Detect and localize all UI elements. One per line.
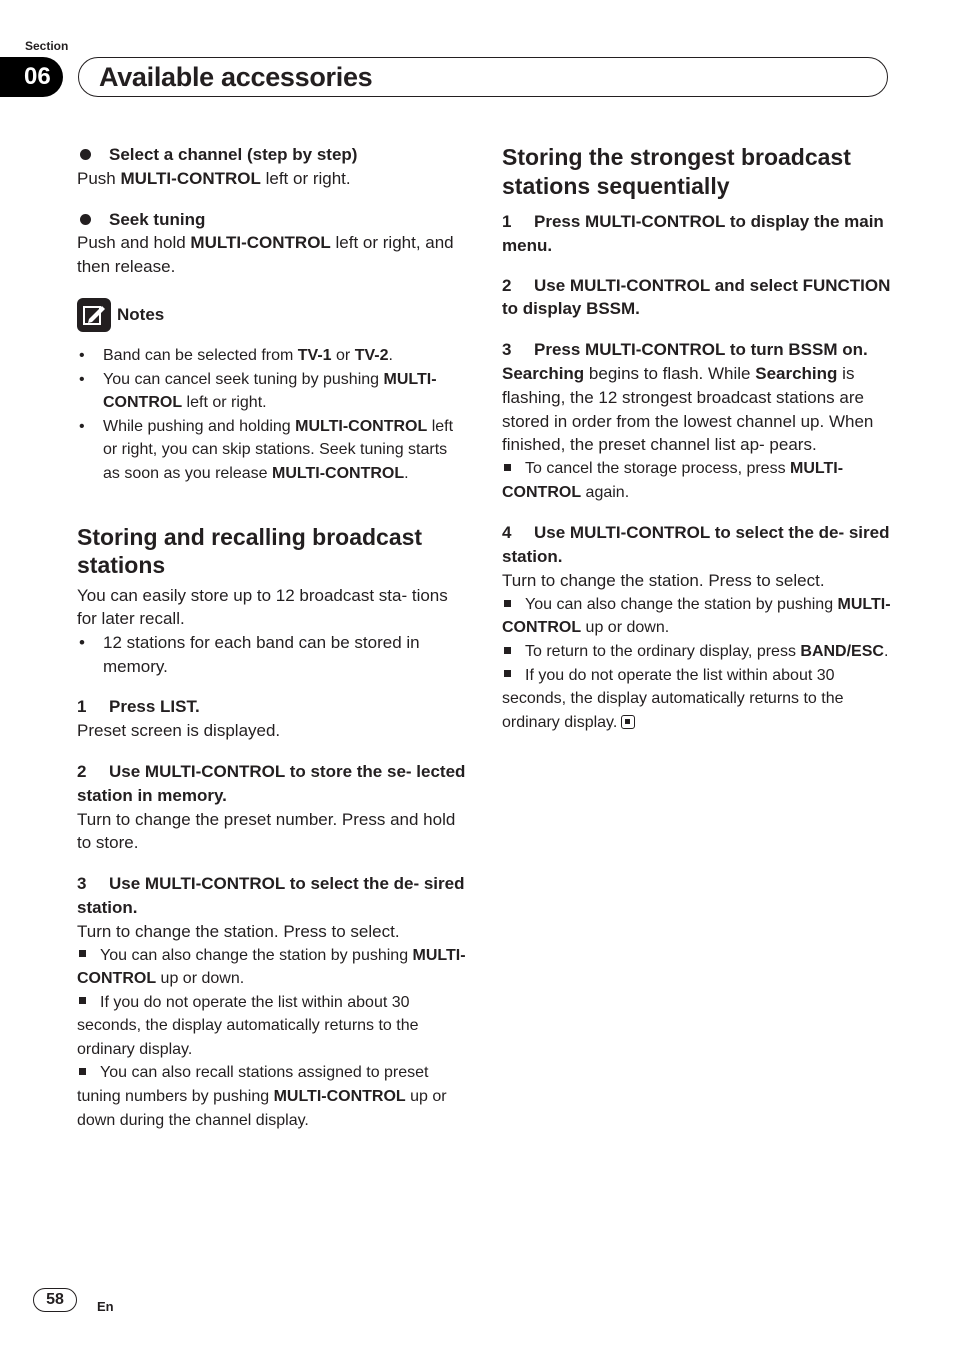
step-4-desc: Turn to change the station. Press to select. — [502, 570, 825, 590]
step-1: 1 Press LIST. — [77, 697, 200, 717]
select-channel-heading: Select a channel (step by step) — [77, 143, 467, 167]
seek-tuning-heading: Seek tuning — [77, 208, 467, 232]
step-2: 2 Use MULTI-CONTROL to store the se- lected station in memory. — [77, 761, 466, 805]
square-note: To return to the ordinary display, press BAND/ESC. — [502, 640, 892, 664]
select-channel-text: Push MULTI-CONTROL left or right. — [77, 168, 351, 188]
seek-tuning-text: Push and hold MULTI-CONTROL left or right, and then release. — [77, 233, 454, 277]
notes-label: Notes — [117, 305, 165, 325]
intro-bullet: • 12 stations for each band can be stored in memory. — [77, 631, 467, 678]
strongest-stations-heading: Storing the strongest broadcast stations sequentially — [502, 144, 851, 199]
right-column — [502, 143, 892, 734]
step-1-desc: Preset screen is displayed. — [77, 721, 281, 741]
end-of-section-icon — [621, 715, 635, 729]
step-2-desc: Turn to change the preset number. Press and hold to store. — [77, 809, 456, 853]
square-note: If you do not operate the list within about 30 seconds, the display automatically returns to the ordinary display. — [502, 666, 844, 731]
step-3: 3 Press MULTI-CONTROL to turn BSSM on. — [502, 340, 868, 360]
square-note: You can also change the station by pushing MULTI-CONTROL up or down. — [502, 595, 891, 637]
storing-intro: You can easily store up to 12 broadcast sta- tions for later recall. — [77, 585, 448, 629]
square-note: You can also change the station by pushing MULTI-CONTROL up or down. — [77, 946, 466, 988]
step-3-desc: Turn to change the station. Press to select. — [77, 921, 400, 941]
notes-header — [77, 298, 467, 332]
language-label: En — [97, 1299, 114, 1314]
section-label: Section — [25, 39, 69, 53]
square-note: To cancel the storage process, press MULTI-CONTROL again. — [502, 460, 844, 501]
page-number: 58 — [33, 1288, 77, 1312]
page-title: Available accessories — [78, 57, 888, 97]
square-note: You can also recall stations assigned to preset tuning numbers by pushing MULTI-CONTROL up or down during the channel display. — [77, 1064, 447, 1129]
note-pencil-icon — [77, 298, 111, 332]
step-4: 4 Use MULTI-CONTROL to select the de- sired station. — [502, 523, 890, 567]
note-item: • While pushing and holding MULTI-CONTROL left or right, you can skip stations. Seek tuning starts as soon as you release MULTI-CONTROL. — [77, 415, 467, 486]
section-number-badge: 06 — [0, 57, 63, 97]
step-1: 1 Press MULTI-CONTROL to display the main menu. — [502, 212, 884, 255]
note-item: • Band can be selected from TV-1 or TV-2. — [77, 344, 467, 368]
step-2: 2 Use MULTI-CONTROL and select FUNCTION to display BSSM. — [502, 275, 891, 319]
storing-recalling-heading: Storing and recalling broadcast stations — [77, 523, 423, 579]
note-item: • You can cancel seek tuning by pushing MULTI-CONTROL left or right. — [77, 368, 467, 415]
step-3-desc: Searching begins to flash. While Searching is flashing, the 12 strongest broadcast stations are stored in order from the lowest channel up. When finished, the preset channel list ap- pears. — [502, 363, 874, 455]
square-note: If you do not operate the list within about 30 seconds, the display automatically returns to the ordinary display. — [77, 993, 419, 1058]
step-3: 3 Use MULTI-CONTROL to select the de- sired station. — [77, 874, 465, 917]
left-column — [77, 143, 467, 1132]
